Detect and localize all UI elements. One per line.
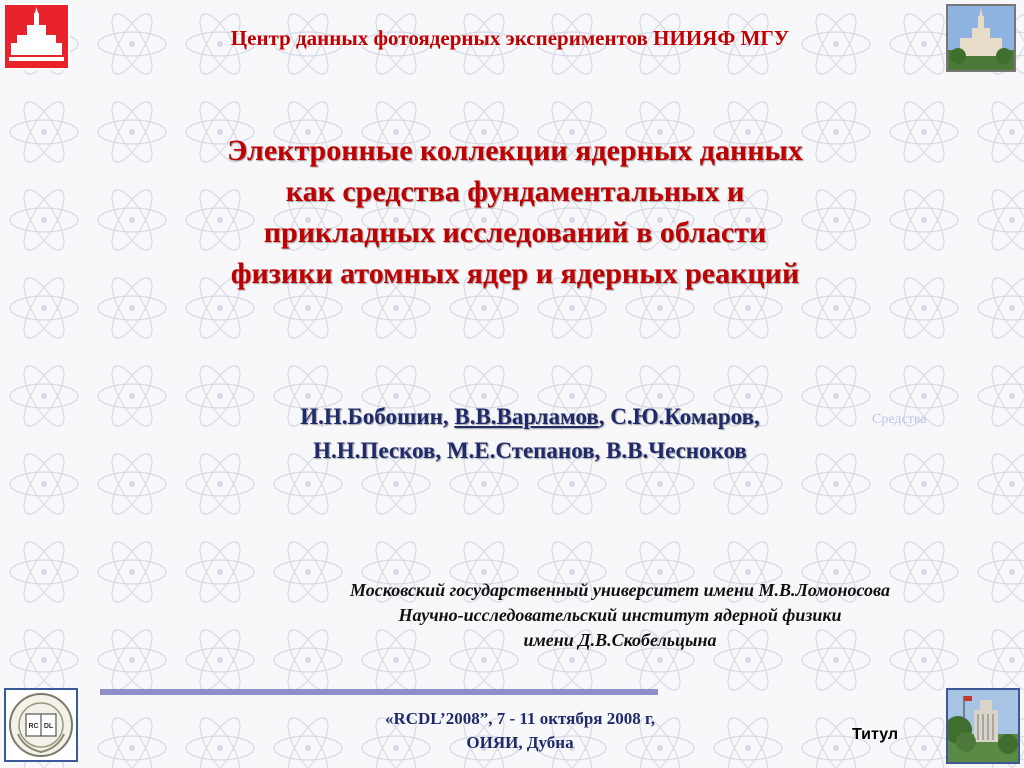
institute-line: Научно-исследовательский институт ядерной физики	[398, 605, 842, 625]
authors-block	[180, 400, 880, 468]
conference-line-1: «RCDL’2008”, 7 - 11 октября 2008 г,	[384, 709, 656, 728]
conference-line-2: ОИЯИ, Дубна	[466, 733, 574, 752]
author-link-varlamov[interactable]: В.В.Варламов	[454, 404, 599, 429]
institute-line: Московский государственный университет имени М.В.Ломоносова	[350, 580, 890, 600]
ghost-link-text[interactable]: Средства	[872, 412, 927, 427]
msu-building-photo	[946, 4, 1016, 72]
title-line: как средства фундаментальных и	[285, 175, 745, 208]
msu-logo-icon	[3, 3, 70, 70]
author-text: И.Н.Бобошин,	[300, 404, 455, 429]
rcdl-logo-left-text: RC	[28, 723, 39, 730]
title-line: физики атомных ядер и ядерных реакций	[230, 257, 800, 290]
page-header: Центр данных фотоядерных экспериментов НИИЯФ МГУ	[230, 26, 790, 50]
presentation-title	[120, 130, 910, 294]
authors-line-1	[180, 400, 880, 434]
rcdl-logo-icon	[4, 688, 78, 762]
title-nav-link[interactable]: Титул	[852, 726, 899, 743]
institute-line: имени Д.В.Скобельцына	[523, 630, 717, 650]
footer-divider	[100, 689, 658, 695]
jinr-photo	[946, 688, 1020, 764]
authors-line-2: Н.Н.Песков, М.Е.Степанов, В.В.Чесноков	[313, 438, 747, 463]
rcdl-logo-right-text: DL	[43, 723, 54, 730]
title-line: прикладных исследований в области	[263, 216, 767, 249]
conference-info	[310, 707, 730, 755]
institute-block	[200, 578, 1024, 653]
title-line: Электронные коллекции ядерных данных	[227, 134, 803, 167]
author-text: , С.Ю.Комаров,	[598, 404, 760, 429]
